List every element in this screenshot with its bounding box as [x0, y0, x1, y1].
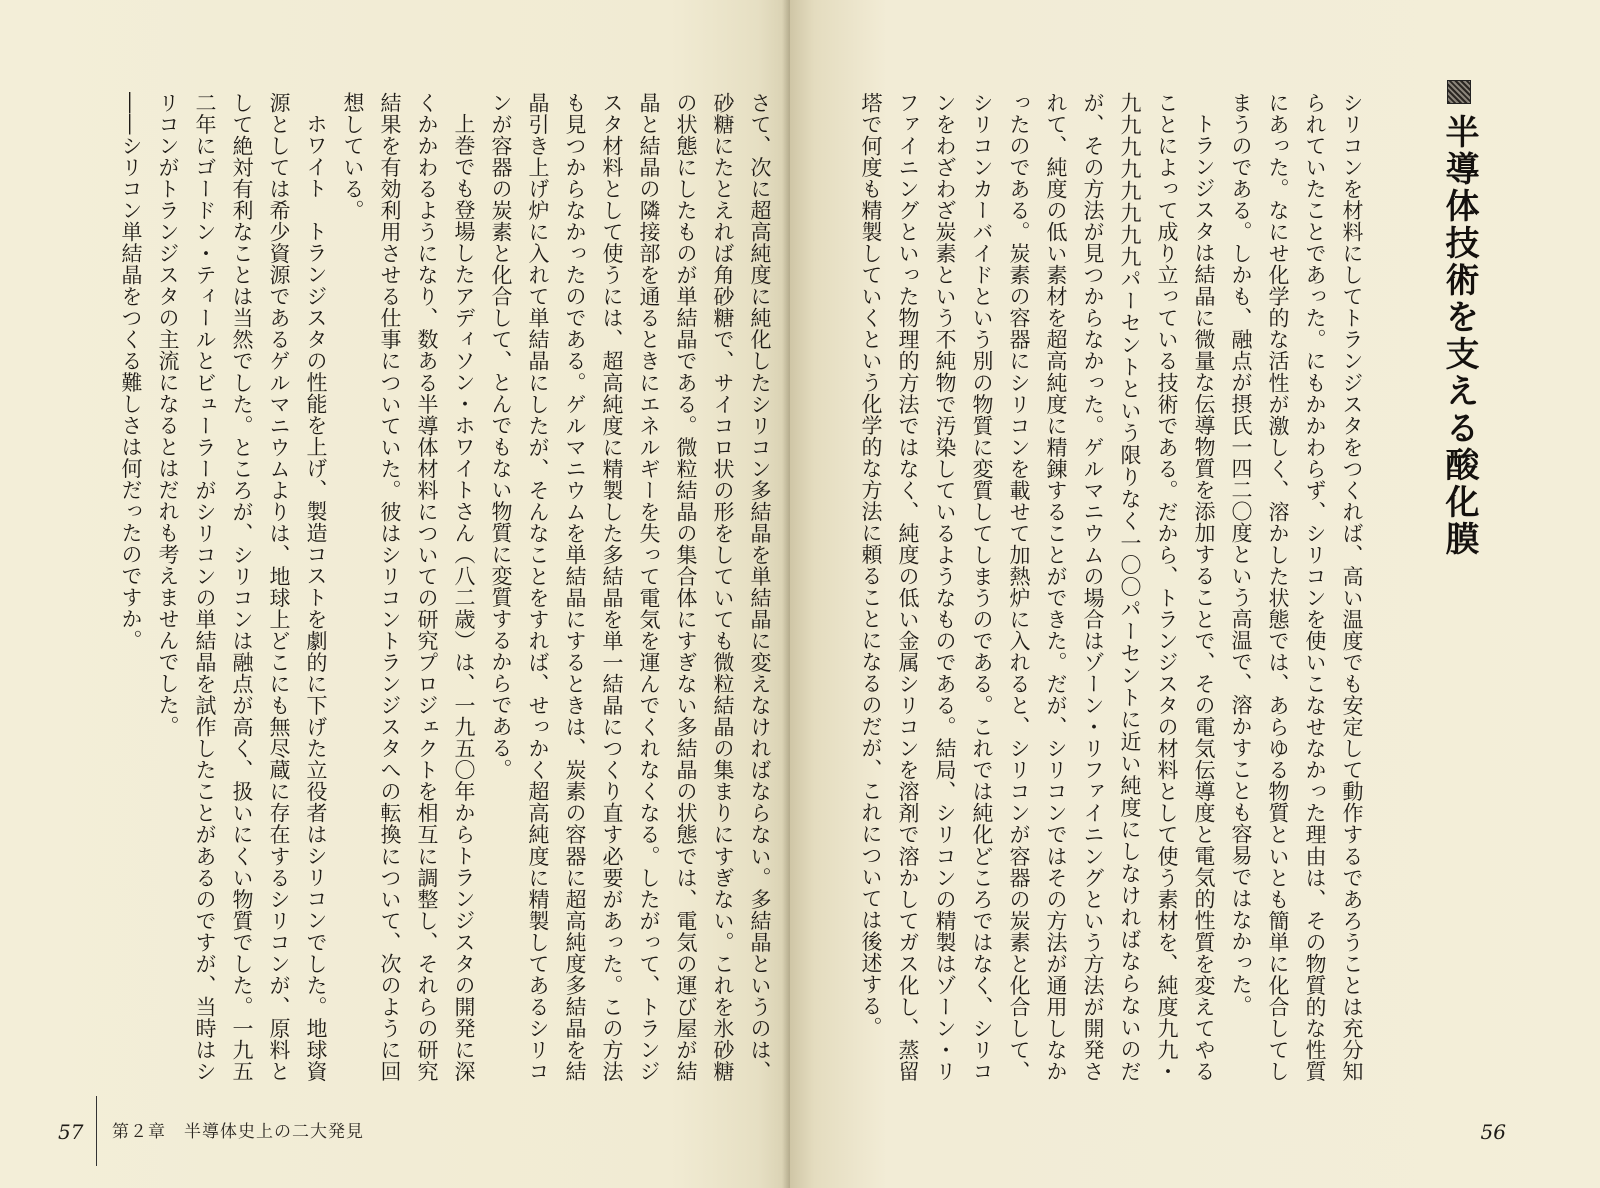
right-page-number: 56	[1480, 1120, 1506, 1144]
right-page	[790, 0, 1600, 1188]
left-paragraph-3: ホワイト トランジスタの性能を上げ、製造コストを劇的に下げた立役者はシリコンでした。地球資源としては希少資源であるゲルマニウムよりは、地球上どこにも無尽蔵に存在するシリコンが、原料として絶対有利なことは当然でした。ところが、シリコンは融点が高く、扱いにくい物質でした。一九五二年にゴードン・ティールとビューラーがシリコンの単結晶を試作したことがあるのですが、当時はシリコンがトランジスタの主流になるとはだれも考えませんでした。	[156, 92, 328, 1082]
section-heading-text: 半導体技術を支える酸化膜	[1439, 114, 1479, 558]
right-paragraph-2: トランジスタは結晶に微量な伝導物質を添加することで、その電気伝導度と電気的性質を変えてやることによって成り立っている技術である。だから、トランジスタの材料として使う素材を、純度九九・九九九九九九九九パーセントという限りなく一〇〇パーセントに近い純度にしなければならないのだが、その方法が見つからなかった。ゲルマニウムの場合はゾーン・リファイニングという方法が開発されて、純度の低い素材を超高純度に精錬することができた。だが、シリコンではその方法が通用しなかったのである。炭素の容器にシリコンを載せて加熱炉に入れると、シリコンが容器の炭素と化合して、シリコンカーバイドという別の物質に変質してしまうのである。これでは純化どころではなく、シリコンをわざわざ炭素という不純物で汚染しているようなものである。結局、シリコンの精製はゾーン・リファイニングといった物理的方法ではなく、純度の低い金属シリコンを溶剤で溶かしてガス化し、蒸留塔で何度も精製していくという化学的な方法に頼ることになるのだが、これについては後述する。	[859, 92, 1216, 1082]
right-paragraph-1: シリコンを材料にしてトランジスタをつくれば、高い温度でも安定して動作するであろうことは充分知られていたことであった。にもかかわらず、シリコンを使いこなせなかった理由は、その物質的な性質にあった。なにせ化学的な活性が激しく、溶かした状態では、あらゆる物質といとも簡単に化合してしまうのである。しかも、融点が摂氏一四二〇度という高温で、溶かすことも容易ではなかった。	[1229, 92, 1364, 1082]
right-page-body	[810, 92, 1370, 1082]
left-paragraph-2: 上巻でも登場したアディソン・ホワイトさん（八二歳）は、一九五〇年からトランジスタの開発に深くかかわるようになり、数ある半導体材料についての研究プロジェクトを相互に調整し、それらの研究結果を有効利用させる仕事についていた。彼はシリコントランジスタへの転換について、次のように回想している。	[341, 92, 476, 1082]
left-paragraph-4: ――シリコン単結晶をつくる難しさは何だったのですか。	[119, 92, 143, 651]
left-page	[0, 0, 790, 1188]
footer-divider	[96, 1096, 97, 1166]
left-page-number: 57	[58, 1120, 84, 1144]
heading-square-icon	[1447, 80, 1471, 104]
left-paragraph-1: さて、次に超高純度に純化したシリコン多結晶を単結晶に変えなければならない。多結晶というのは、砂糖にたとえれば角砂糖で、サイコロ状の形をしていても微粒結晶の集まりにすぎない。これを氷砂糖の状態にしたものが単結晶である。微粒結晶の集合体にすぎない多結晶の状態では、電気の運び屋が結晶と結晶の隣接部を通るときにエネルギーを失って電気を運んでくれなくなる。したがって、トランジスタ材料として使うには、超高純度に精製した多結晶を単一結晶につくり直す必要があった。この方法も見つからなかったのである。ゲルマニウムを単結晶にするときは、炭素の容器に超高純度多結晶を結晶引き上げ炉に入れて単結晶にしたが、そんなことをすれば、せっかく超高純度に精製してあるシリコンが容器の炭素と化合して、とんでもない物質に変質するからである。	[489, 92, 772, 1082]
left-page-body	[18, 92, 778, 1082]
section-heading	[1435, 80, 1484, 558]
chapter-running-title: 第２章 半導体史上の二大発見	[112, 1122, 364, 1142]
